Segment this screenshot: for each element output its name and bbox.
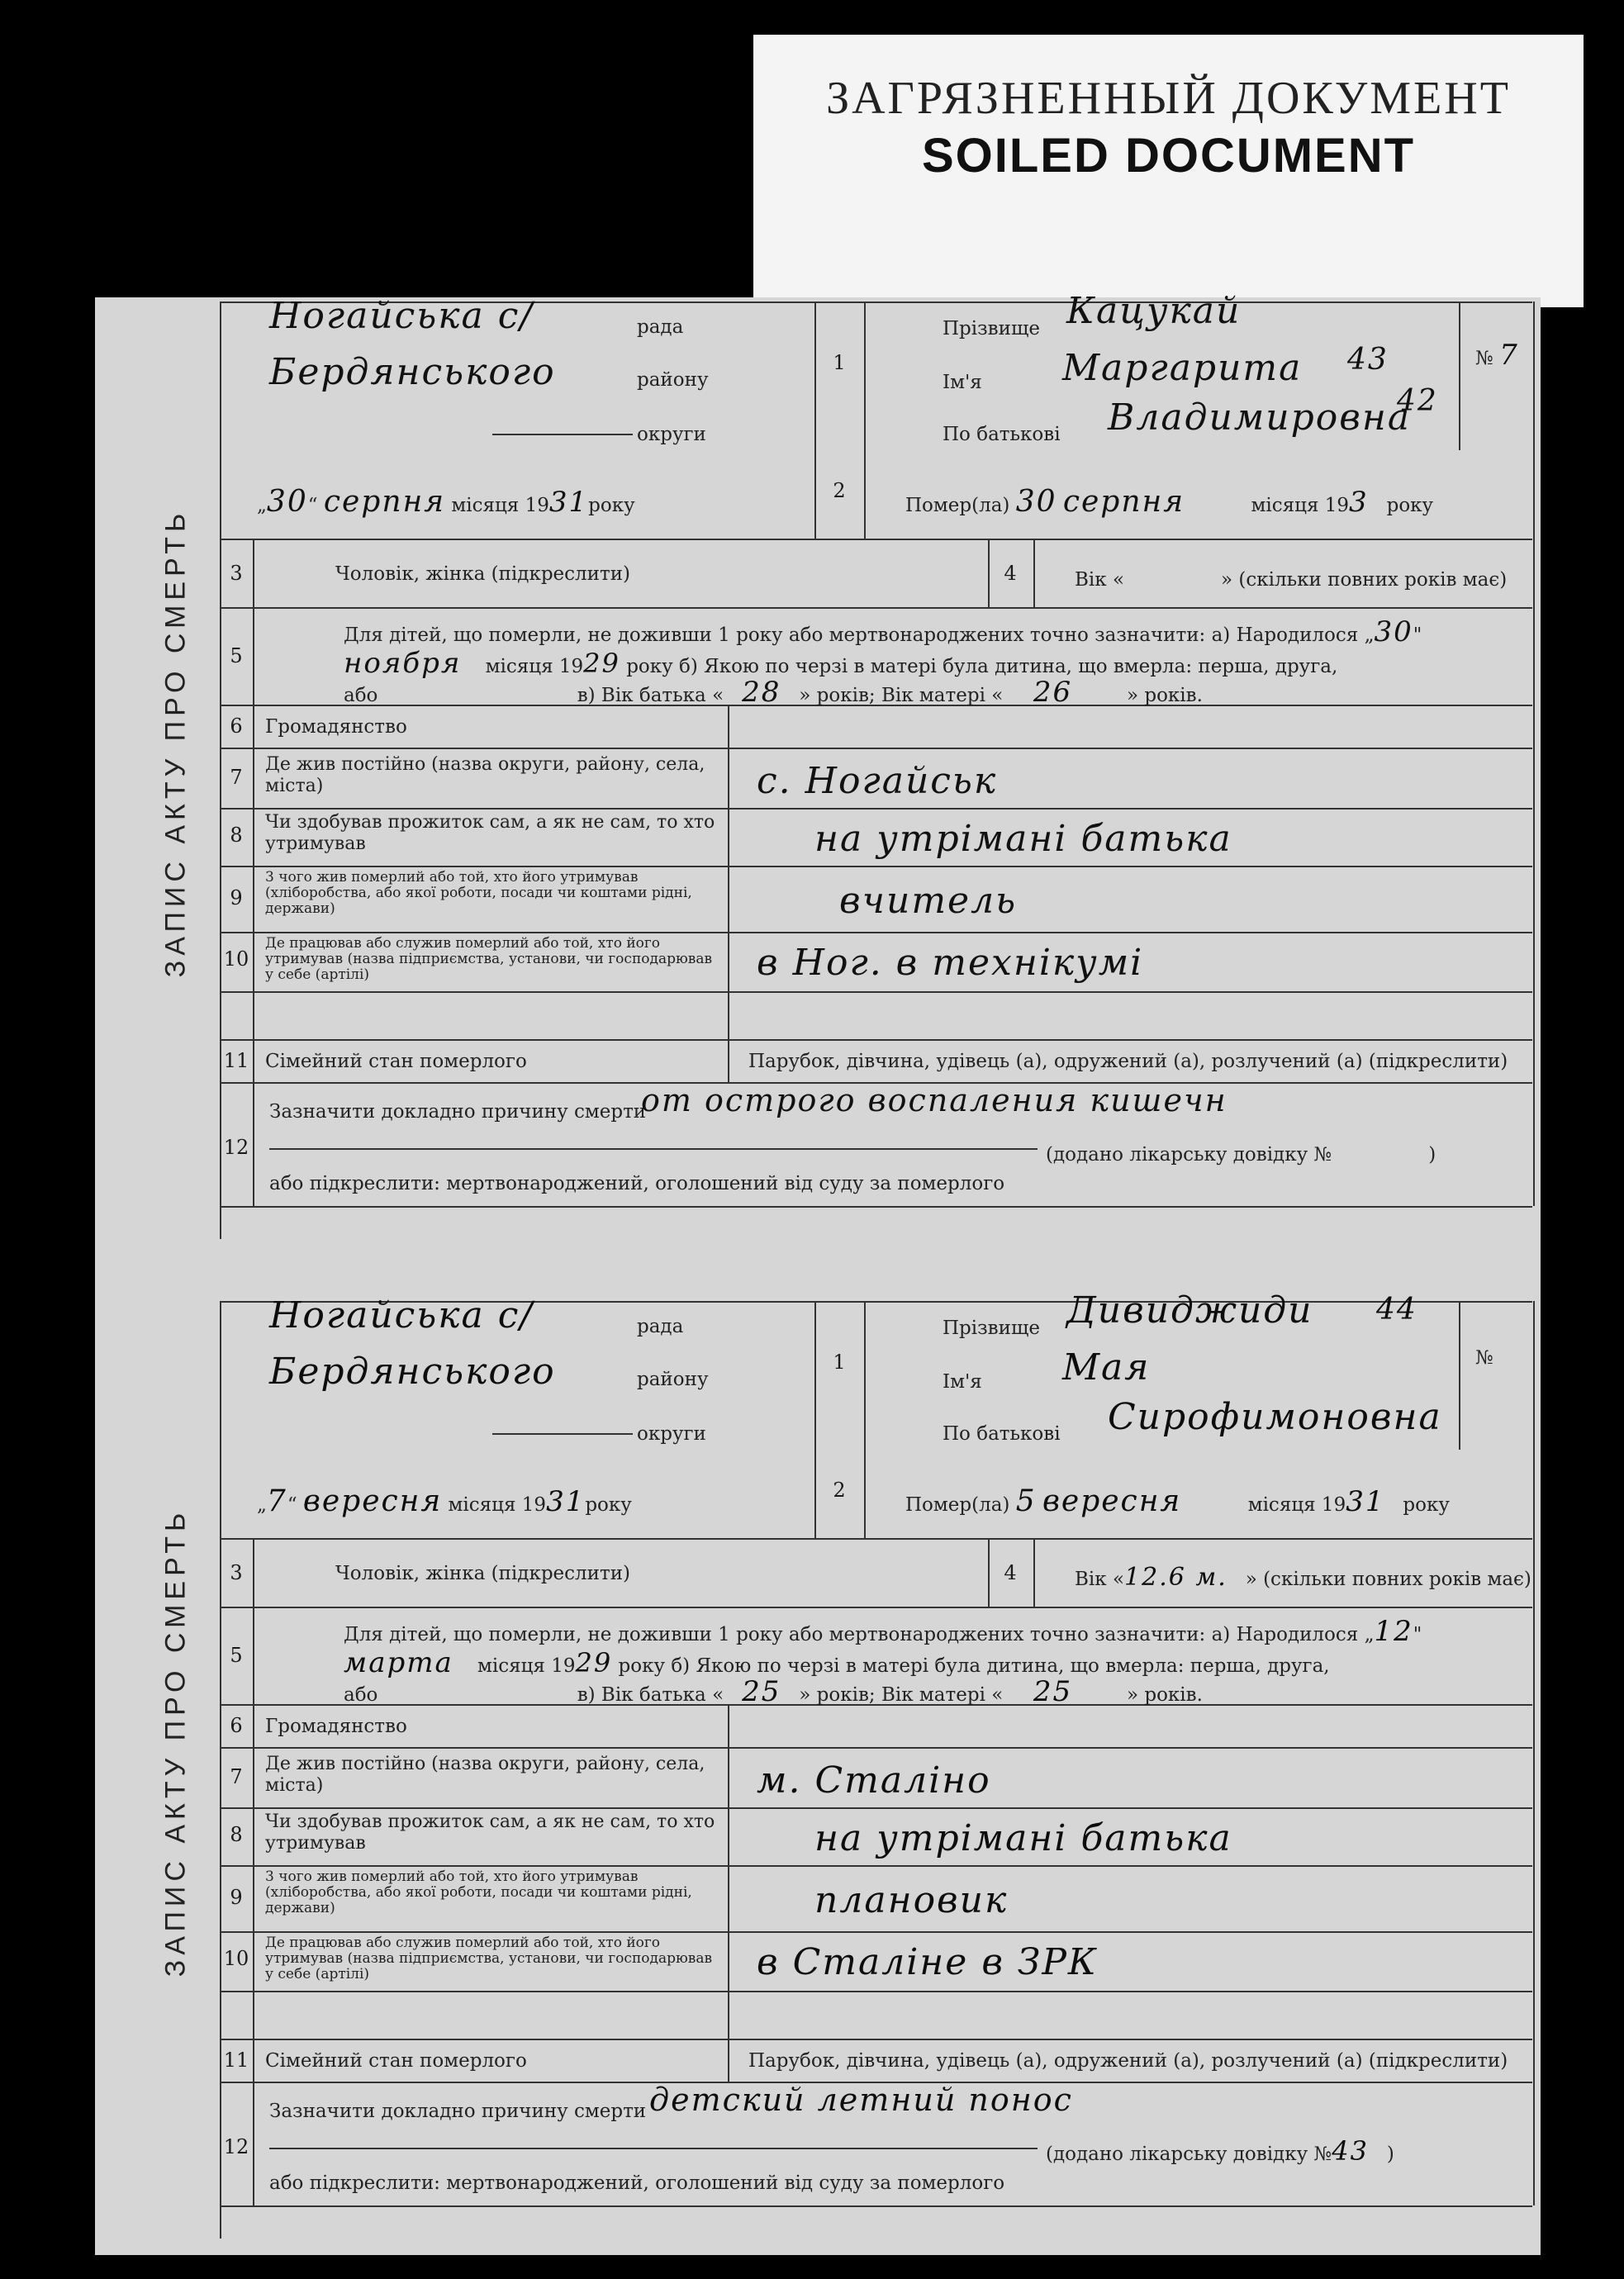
rada-label: рада bbox=[637, 1316, 684, 1337]
rayon-name: Бердянського bbox=[269, 351, 556, 393]
reg-date: „7“ вересня місяця 1931року bbox=[257, 1484, 632, 1518]
death-record-form-2 bbox=[131, 1289, 1532, 2239]
death-date: Помер(ла) 30 серпня місяця 193 року bbox=[905, 485, 1434, 519]
record-number: № 7 bbox=[1475, 339, 1519, 372]
patronymic-value: Владимировна bbox=[1108, 396, 1412, 439]
children-line-b: марта місяця 1929 року б) Якою по черзі в матері була дитина, що вмерла: перша, друга, bbox=[344, 1646, 1330, 1679]
name-value: Маргарита bbox=[1062, 347, 1303, 389]
cause-value: детский летний понос bbox=[649, 2082, 1073, 2118]
stillborn-note: або підкреслити: мертвонароджений, оголошений від суду за померлого bbox=[269, 1173, 1005, 1194]
age-field: Вік « » (скільки повних років має) bbox=[1075, 569, 1508, 591]
citizenship-label: Громадянство bbox=[265, 716, 407, 738]
patronymic-value: Сирофимоновна bbox=[1108, 1396, 1442, 1438]
citizenship-label: Громадянство bbox=[265, 1716, 407, 1737]
form-grid: Ногайська с/ рада Бердянського району округи „7“ вересня місяця 1931року 1 2 Прізвище Дивиджиди 44 Ім'я Мая По батькові Сирофимоновна № Помер(ла) 5 вересня місяця 1931 року 3 Чоловік, жінка (підкреслити) 4 Вік «12.6 м. » (скільки повних років має) 5 Для дітей, що померли, не доживши 1 року або мертвонароджених точно зазначити: а) Народилося „12" марта місяця 1929 року б) Якою по черзі в матері була дитина, що вмерла: перша, друга, або в) Вік батька « 25 » років; Вік матері « 25 » років. 6 Громадянство 7 Де жив постійно (назва округи, району, села, міста) м. Сталіно 8 Чи здобував прожиток сам, а як не сам, то хто утримував на утрімані батька 9 3 чого жив померлий або той, хто його утримував (хліборобства, або якої роботи, посади чи коштами рідні, держави) плановик 10 Де працював або служив померлий або той, хто його утримував (назва підприємства, установи, чи господарював у себе (артілі) в Сталіне в ЗРК 11 Сімейний стан померлого Парубок, дівчина, удівець (а), одружений (а), розлучений (а) (підкреслити) 12 Зазначити докладно причину смерти детский летний понос (додано лікарську довідку №43 ) або підкреслити: мертвонароджений, оголошений від суду за померлого bbox=[220, 1301, 1532, 2239]
patronymic-label: По батькові bbox=[943, 1423, 1061, 1445]
side-title: ЗАПИС АКТУ ПРО СМЕРТЬ bbox=[131, 1301, 221, 2239]
name-label: Ім'я bbox=[943, 372, 982, 393]
workplace-label: Де працював або служив померлий або той, хто його утримував (назва підприємства, установи, чи господарював у себе (артілі) bbox=[265, 935, 713, 983]
children-line-a: Для дітей, що померли, не доживши 1 року або мертвонароджених точно зазначити: а) Народилося „12" bbox=[344, 1615, 1422, 1648]
margin-note: 43 bbox=[1347, 343, 1389, 377]
support-value: на утрімані батька bbox=[814, 818, 1232, 860]
rada-name: Ногайська с/ bbox=[269, 295, 534, 337]
margin-note-2: 42 bbox=[1397, 384, 1438, 418]
residence-label: Де жив постійно (назва округи, району, села, міста) bbox=[265, 1754, 705, 1796]
reg-date: „30“ серпня місяця 1931року bbox=[257, 485, 635, 519]
workplace-value: в Ног. в технікумі bbox=[757, 942, 1144, 984]
children-line-c: або в) Вік батька « 28 » років; Вік матері « 26 » років. bbox=[344, 676, 1203, 709]
marital-label: Сімейний стан померлого bbox=[265, 1051, 527, 1072]
okrugy-label: округи bbox=[637, 424, 706, 445]
cause-value: от острого воспаления кишечн bbox=[641, 1082, 1227, 1118]
marital-options: Парубок, дівчина, удівець (а), одружений (а), розлучений (а) (підкреслити) bbox=[748, 2050, 1508, 2072]
age-field: Вік «12.6 м. » (скільки повних років має) bbox=[1075, 1563, 1531, 1592]
form-grid: Ногайська с/ рада Бердянського району округи „30“ серпня місяця 1931року 1 2 Прізвище Кацукай Ім'я Маргарита 43 42 По батькові Владимировна № 7 Помер(ла) 30 серпня місяця 193 року 3 Чоловік, жінка (підкреслити) 4 Вік « » (скільки повних років має) 5 Для дітей, що померли, не доживши 1 року або мертвонароджених точно зазначити: а) Народилося „30" ноября місяця 1929 року б) Якою по черзі в матері була дитина, що вмерла: перша, друга, або в) Вік батька « 28 » років; Вік матері « 26 » років. 6 Громадянство 7 Де жив постійно (назва округи, району, села, міста) с. Ногайськ 8 Чи здобував прожиток сам, а як не сам, то хто утримував на утрімані батька 9 3 чого жив померлий або той, хто його утримував (хліборобства, або якої роботи, посади чи коштами рідні, держави) вчитель 10 Де працював або служив померлий або той, хто його утримував (назва підприємства, установи, чи господарював у себе (артілі) в Ног. в технікумі 11 Сімейний стан померлого Парубок, дівчина, удівець (а), одружений (а), розлучений (а) (підкреслити) 12 Зазначити докладно причину смерти от острого воспаления кишечн (додано лікарську довідку № ) або підкреслити: мертвонароджений, оголошений від суду за померлого bbox=[220, 301, 1532, 1239]
income-source-label: 3 чого жив померлий або той, хто його утримував (хліборобства, або якої роботи, посади чи коштами рідні, держави) bbox=[265, 1868, 692, 1916]
workplace-label: Де працював або служив померлий або той, хто його утримував (назва підприємства, установи, чи господарював у себе (артілі) bbox=[265, 1935, 713, 1982]
rada-label: рада bbox=[637, 316, 684, 338]
surname-label: Прізвище bbox=[943, 1318, 1040, 1339]
marital-label: Сімейний стан померлого bbox=[265, 2050, 527, 2072]
children-line-b: ноября місяця 1929 року б) Якою по черзі в матері була дитина, що вмерла: перша, друга, bbox=[344, 647, 1338, 680]
sex-label: Чоловік, жінка (підкреслити) bbox=[335, 1563, 631, 1584]
surname-value: Кацукай bbox=[1066, 290, 1242, 332]
residence-value: с. Ногайськ bbox=[757, 760, 998, 802]
surname-value: Дивиджиди bbox=[1066, 1289, 1313, 1332]
residence-value: м. Сталіно bbox=[757, 1759, 991, 1802]
stamp-text-en: SOILED DOCUMENT bbox=[921, 129, 1416, 183]
rada-name: Ногайська с/ bbox=[269, 1294, 534, 1337]
marital-options: Парубок, дівчина, удівець (а), одружений (а), розлучений (а) (підкреслити) bbox=[748, 1051, 1508, 1072]
patronymic-label: По батькові bbox=[943, 424, 1061, 445]
children-line-a: Для дітей, що померли, не доживши 1 року або мертвонароджених точно зазначити: а) Народилося „30" bbox=[344, 615, 1422, 648]
income-source-value: плановик bbox=[814, 1879, 1009, 1921]
support-value: на утрімані батька bbox=[814, 1817, 1232, 1859]
name-value: Мая bbox=[1062, 1346, 1151, 1389]
stamp-text-ru: ЗАГРЯЗНЕННЫЙ ДОКУМЕНТ bbox=[826, 73, 1511, 124]
rayon-label: району bbox=[637, 1369, 709, 1390]
income-source-label: 3 чого жив померлий або той, хто його утримував (хліборобства, або якої роботи, посади чи коштами рідні, держави) bbox=[265, 869, 692, 917]
record-number: № bbox=[1475, 1347, 1493, 1369]
side-title: ЗАПИС АКТУ ПРО СМЕРТЬ bbox=[131, 301, 221, 1239]
certificate-label: (додано лікарську довідку №43 ) bbox=[1046, 2135, 1394, 2167]
sex-label: Чоловік, жінка (підкреслити) bbox=[335, 563, 631, 585]
cause-label: Зазначити докладно причину смерти bbox=[269, 1101, 647, 1123]
certificate-label: (додано лікарську довідку № ) bbox=[1046, 1144, 1436, 1166]
residence-label: Де жив постійно (назва округи, району, села, міста) bbox=[265, 754, 705, 796]
support-label: Чи здобував прожиток сам, а як не сам, то хто утримував bbox=[265, 1811, 715, 1854]
rayon-name: Бердянського bbox=[269, 1351, 556, 1393]
stillborn-note: або підкреслити: мертвонароджений, оголошений від суду за померлого bbox=[269, 2172, 1005, 2194]
death-record-form-1 bbox=[131, 290, 1532, 1239]
soiled-document-stamp bbox=[753, 35, 1584, 307]
income-source-value: вчитель bbox=[839, 880, 1018, 922]
support-label: Чи здобував прожиток сам, а як не сам, то хто утримував bbox=[265, 812, 715, 854]
cause-label: Зазначити докладно причину смерти bbox=[269, 2101, 647, 2122]
workplace-value: в Сталіне в ЗРК bbox=[757, 1941, 1098, 1983]
surname-label: Прізвище bbox=[943, 318, 1040, 339]
death-date: Помер(ла) 5 вересня місяця 1931 року bbox=[905, 1484, 1450, 1518]
rayon-label: району bbox=[637, 369, 709, 391]
okrugy-label: округи bbox=[637, 1423, 706, 1445]
name-label: Ім'я bbox=[943, 1371, 982, 1393]
margin-note: 44 bbox=[1376, 1293, 1417, 1327]
children-line-c: або в) Вік батька « 25 » років; Вік матері « 25 » років. bbox=[344, 1675, 1203, 1708]
